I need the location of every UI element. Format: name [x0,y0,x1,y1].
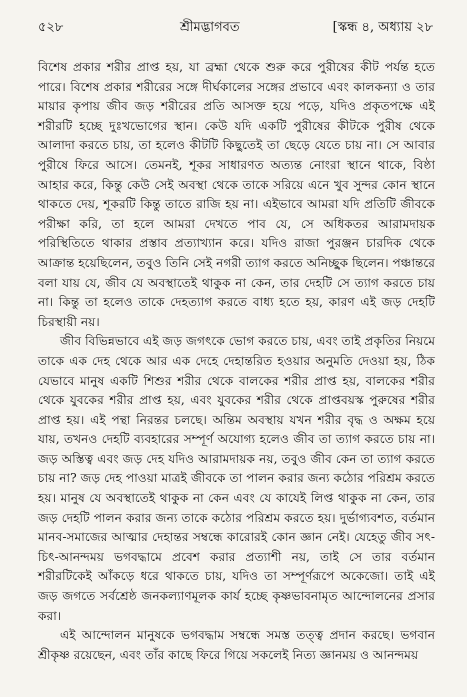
page-header [38,18,433,36]
paragraph: বিশেষ প্রকার শরীর প্রাপ্ত হয়, যা ব্রহ্মা থেকে শুরু করে পুরীষের কীট পর্যন্ত হতে পারে। বিশেষ প্রকার শরীরের সঙ্গে দীর্ঘকালের সঙ্গের প্রভাবে এবং কালকন্যা ও তার মায়ার কৃপায় জীব জড় শরীরের প্রতি আসক্ত হয়ে পড়ে, যদিও প্রকৃতপক্ষে এই শরীরটি হচ্ছে দুঃখভোগের স্থান। কেউ যদি একটি পুরীষের কীটকে পুরীষ থেকে আলাদা করতে চায়, তা হলেও কীটটি কিছুতেই তা ছেড়ে যেতে চায় না। সে আবার পুরীষে ফিরে আসে। তেমনই, শূকর সাধারণত অত্যন্ত নোংরা স্থানে থাকে, বিষ্ঠা আহার করে, কিন্তু কেউ সেই অবস্থা থেকে তাকে সরিয়ে এনে খুব সুন্দর কোন স্থানে থাকতে দেয়, শূকরটি কিন্তু তাতে রাজি হয় না। এইভাবে আমরা যদি প্রতিটি জীবকে পরীক্ষা করি, তা হলে আমরা দেখতে পাব যে, সে অধিকতর আরামদায়ক পরিস্থিতিতে থাকার প্রস্তাব প্রত্যাখ্যান করে। যদিও রাজা পুরঞ্জন চারদিক থেকে আক্রান্ত হয়েছিলেন, তবুও তিনি সেই নগরী ত্যাগ করতে অনিচ্ছুক ছিলেন। পঞ্চান্তরে বলা যায় যে, জীব যে অবস্থাতেই থাকুক না কেন, তার দেহটি সে ত্যাগ করতে চায় না। কিন্তু তা হলেও তাকে দেহত্যাগ করতে বাধ্য হতে হয়, কারণ এই জড় দেহটি চিরস্থায়ী নয়। [38,60,435,329]
main-text [38,58,435,665]
section-reference: [স্কন্ধ ৪, অধ্যায় ২৮ [332,20,433,35]
paragraph: জীব বিভিন্নভাবে এই জড় জগৎকে ভোগ করতে চায়, এবং তাই প্রকৃতির নিয়মে তাকে এক দেহ থেকে আর এক দেহে দেহান্তরিত হওয়ার অনুমতি দেওয়া হয়, ঠিক যেভাবে মানুষ একটি শিশুর শরীর থেকে বালকের শরীর প্রাপ্ত হয়, বালকের শরীর থেকে যুবকের শরীর প্রাপ্ত হয়, এবং যুবকের শরীর থেকে প্রাপ্তবয়স্ক পুরুষের শরীর প্রাপ্ত হয়। এই পন্থা নিরন্তর চলছে। অন্তিম অবস্থায় যখন শরীর বৃদ্ধ ও অক্ষম হয়ে যায়, তখনও দেহটি ব্যবহারের সম্পূর্ণ অযোগ্য হলেও জীব তা ত্যাগ করতে চায় না। জড় অস্তিত্ব এবং জড় দেহ যদিও আরামদায়ক নয়, তবুও জীব কেন তা ত্যাগ করতে চায় না? জড় দেহ পাওয়া মাত্রই জীবকে তা পালন করার জন্য কঠোর পরিশ্রম করতে হয়। মানুষ যে অবস্থাতেই থাকুক না কেন এবং যে কাযেই লিপ্ত থাকুক না কেন, তার জড় দেহটি পালন করার জন্য তাকে কঠোর পরিশ্রম করতে হয়। দুর্ভাগ্যবশত, বর্তমান মানব-সমাজের আত্মার দেহান্তর সম্বন্ধে কারোরই কোন জ্ঞান নেই। যেহেতু জীব সৎ-চিৎ-আনন্দময় ভগবদ্ধামে প্রবেশ করার প্রত্যাশী নয়, তাই সে তার বর্তমান শরীরটিকেই আঁকড়ে ধরে থাকতে চায়, যদিও তা সম্পূর্ণরূপে অকেজো। তাই এই জড় জগতে সর্বশ্রেষ্ঠ জনকল্যাণমূলক কার্য হচ্ছে কৃষ্ণভাবনামৃত আন্দোলনের প্রসার করা। [38,334,435,623]
paragraph: এই আন্দোলন মানুষকে ভগবদ্ধাম সম্বন্ধে সমস্ত তত্ত্ব প্রদান করছে। ভগবান শ্রীকৃষ্ণ রয়েছেন, এবং তাঁর কাছে ফিরে গিয়ে সকলেই নিত্য জ্ঞানময় ও আনন্দময় [38,628,435,662]
book-title: শ্রীমদ্ভাগবত [180,20,240,35]
page-number: ৫২৮ [38,20,64,35]
